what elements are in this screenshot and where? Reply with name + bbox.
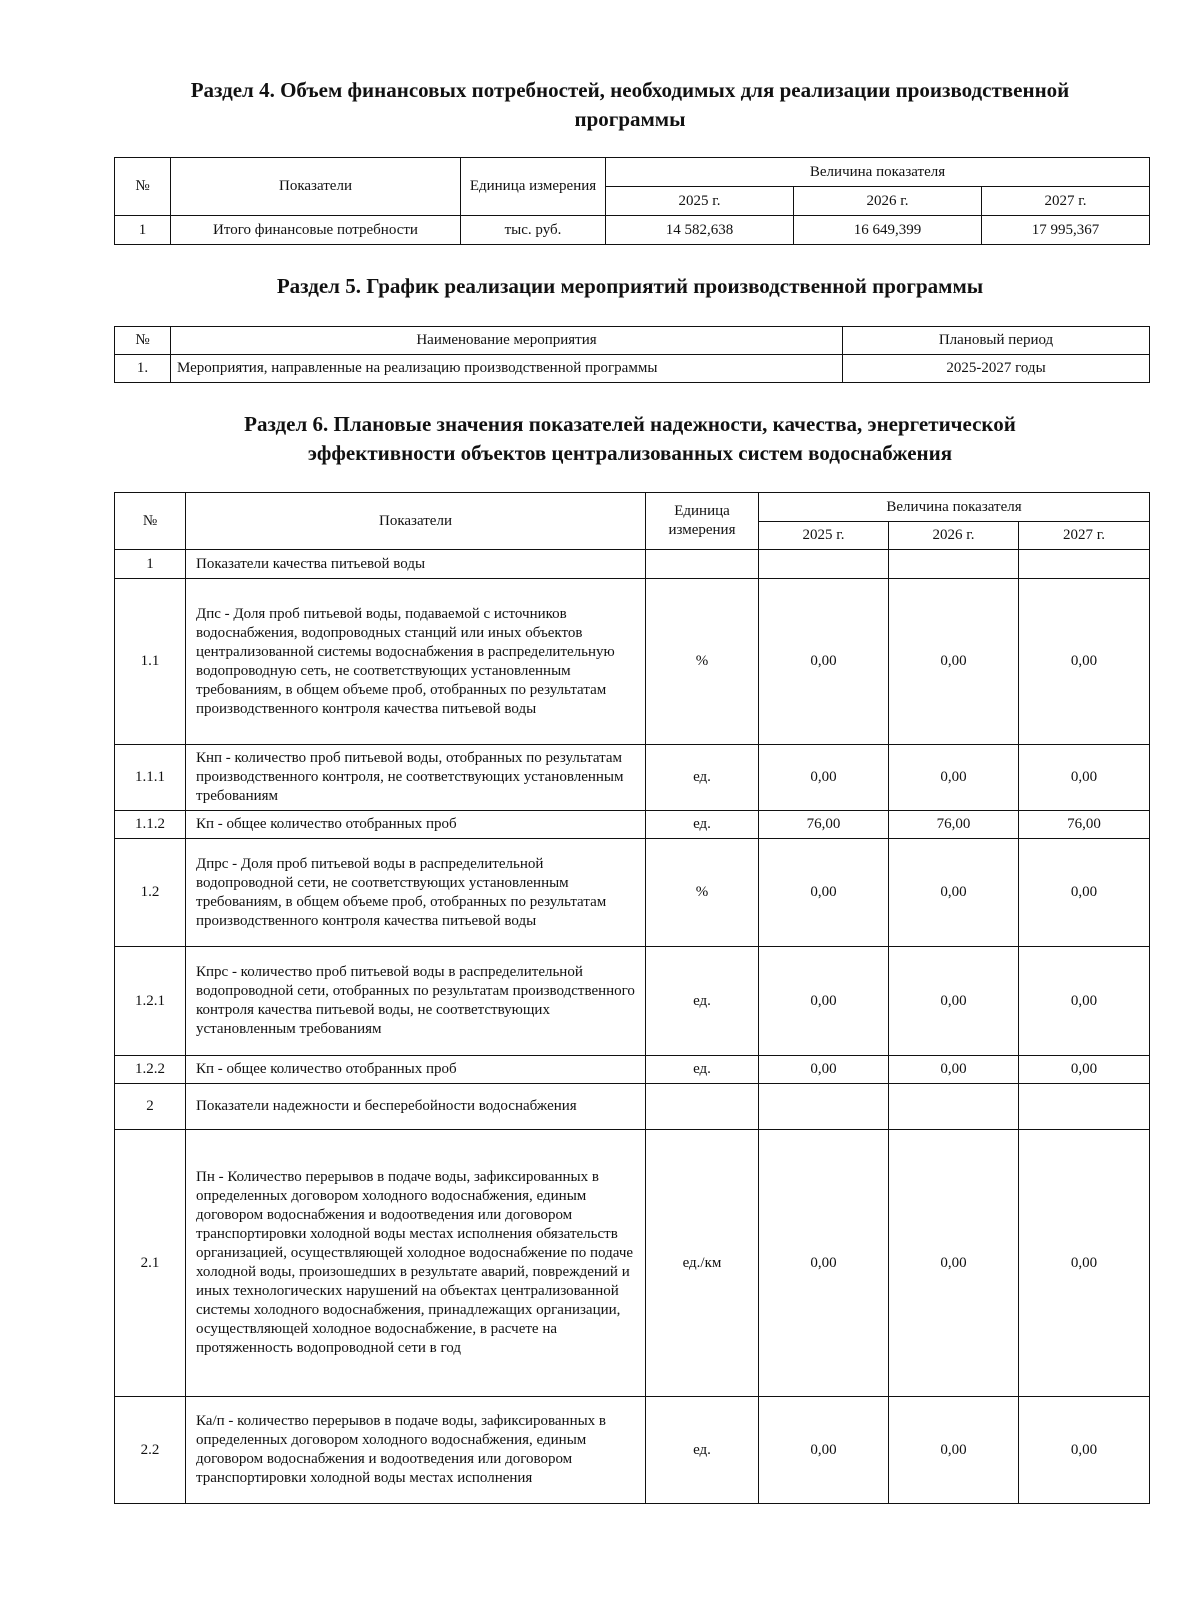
section6-title-line1: Раздел 6. Плановые значения показателей надежности, качества, энергетической — [244, 412, 1016, 436]
row-value-2026: 0,00 — [889, 1056, 1019, 1084]
row-value-2027 — [1019, 550, 1150, 579]
row-value-2027: 0,00 — [1019, 1130, 1150, 1397]
row-unit: ед. — [646, 947, 759, 1056]
table-row — [115, 947, 1150, 1056]
row-value-2026 — [889, 550, 1019, 579]
col-header-2025: 2025 г. — [606, 187, 794, 216]
row-value-2026: 76,00 — [889, 811, 1019, 839]
row-value-2026: 0,00 — [889, 839, 1019, 947]
col-header-no: № — [115, 158, 171, 216]
row-no: 2 — [115, 1084, 186, 1130]
row-no: 1.2.2 — [115, 1056, 186, 1084]
table-row — [115, 1084, 1150, 1130]
row-value-2026: 16 649,399 — [794, 216, 982, 245]
table-row — [115, 1056, 1150, 1084]
row-unit: тыс. руб. — [461, 216, 606, 245]
row-no: 1.1.1 — [115, 745, 186, 811]
table-row — [115, 745, 1150, 811]
col-header-indicator: Показатели — [171, 158, 461, 216]
row-no: 1.2.1 — [115, 947, 186, 1056]
row-value-2027: 0,00 — [1019, 1397, 1150, 1504]
row-unit — [646, 550, 759, 579]
col-header-no: № — [115, 493, 186, 550]
col-header-period: Плановый период — [843, 327, 1150, 355]
row-value-2025 — [759, 550, 889, 579]
row-value-2025: 0,00 — [759, 1397, 889, 1504]
row-unit: % — [646, 839, 759, 947]
col-header-2026: 2026 г. — [794, 187, 982, 216]
table-row — [115, 355, 1150, 383]
row-value-2026 — [889, 1084, 1019, 1130]
col-header-value: Величина показателя — [606, 158, 1150, 187]
row-value-2025: 76,00 — [759, 811, 889, 839]
row-value-2027: 0,00 — [1019, 745, 1150, 811]
row-value-2026: 0,00 — [889, 745, 1019, 811]
row-text: Кп - общее количество отобранных проб — [186, 1056, 646, 1084]
row-value-2025: 0,00 — [759, 839, 889, 947]
row-text: Показатели надежности и бесперебойности водоснабжения — [186, 1084, 646, 1130]
table-row — [115, 811, 1150, 839]
row-text: Пн - Количество перерывов в подаче воды, зафиксированных в определенных договором холодного водоснабжения, единым договором водоснабжения и водоотведения или договором транспортировки холодной воды местах исполнения обязательств организацией, осуществляющей холодное водоснабжение по подаче холодной воды, произошедших в результате аварий, повреждений и иных технологических нарушений на объектах централизованной системы холодного водоснабжения, принадлежащих организации, осуществляющей холодное водоснабжение, в расчете на протяженность водопроводной сети в год — [186, 1130, 646, 1397]
section4-title-line2: программы — [574, 107, 686, 131]
row-no: 1.2 — [115, 839, 186, 947]
col-header-2027: 2027 г. — [1019, 522, 1150, 550]
row-value-2026: 0,00 — [889, 1397, 1019, 1504]
row-text: Кнп - количество проб питьевой воды, отобранных по результатам производственного контроля, не соответствующих установленным требованиям — [186, 745, 646, 811]
section5-title: Раздел 5. График реализации мероприятий производственной программы — [276, 274, 984, 298]
col-header-2027: 2027 г. — [982, 187, 1150, 216]
row-unit: ед./км — [646, 1130, 759, 1397]
table-row — [115, 1397, 1150, 1504]
table-row — [115, 1130, 1150, 1397]
row-value-2027: 76,00 — [1019, 811, 1150, 839]
row-unit: ед. — [646, 811, 759, 839]
row-text: Дпрс - Доля проб питьевой воды в распределительной водопроводной сети, не соответствующих установленным требованиям, в общем объеме проб, отобранных по результатам производственного контроля качества питьевой воды — [186, 839, 646, 947]
col-header-indicator: Показатели — [186, 493, 646, 550]
row-unit: ед. — [646, 1397, 759, 1504]
section6-title — [100, 410, 1160, 468]
row-unit: % — [646, 579, 759, 745]
section4-title-line1: Раздел 4. Объем финансовых потребностей, необходимых для реализации производственной — [190, 78, 1070, 102]
row-value-2025: 14 582,638 — [606, 216, 794, 245]
row-period: 2025-2027 годы — [843, 355, 1150, 383]
row-text: Кпрс - количество проб питьевой воды в распределительной водопроводной сети, отобранных по результатам производственного контроля качества питьевой воды, не соответствующих установленным требованиям — [186, 947, 646, 1056]
row-text: Дпс - Доля проб питьевой воды, подаваемой с источников водоснабжения, водопроводных станций или иных объектов централизованной системы водоснабжения в распределительную водопроводную сеть, не соответствующих установленным требованиям, в общем объеме проб, отобранных по результатам производственного контроля качества питьевой воды — [186, 579, 646, 745]
row-text: Показатели качества питьевой воды — [186, 550, 646, 579]
row-value-2027: 0,00 — [1019, 839, 1150, 947]
section4-title — [100, 76, 1160, 134]
section6-title-line2: эффективности объектов централизованных систем водоснабжения — [307, 441, 953, 465]
indicators-table — [114, 492, 1150, 1504]
col-header-2026: 2026 г. — [889, 522, 1019, 550]
row-no: 2.1 — [115, 1130, 186, 1397]
row-value-2025 — [759, 1084, 889, 1130]
row-text: Кп - общее количество отобранных проб — [186, 811, 646, 839]
row-value-2025: 0,00 — [759, 1056, 889, 1084]
col-header-2025: 2025 г. — [759, 522, 889, 550]
col-header-unit: Единица измерения — [646, 493, 759, 550]
row-value-2025: 0,00 — [759, 1130, 889, 1397]
row-no: 1.1 — [115, 579, 186, 745]
row-value-2027 — [1019, 1084, 1150, 1130]
row-indicator: Итого финансовые потребности — [171, 216, 461, 245]
table-row — [115, 579, 1150, 745]
col-header-unit: Единица измерения — [461, 158, 606, 216]
financial-needs-table — [114, 157, 1150, 245]
row-value-2026: 0,00 — [889, 579, 1019, 745]
col-header-name: Наименование мероприятия — [171, 327, 843, 355]
col-header-no: № — [115, 327, 171, 355]
row-text: Ка/п - количество перерывов в подаче воды, зафиксированных в определенных договором холодного водоснабжения, единым договором водоснабжения и водоотведения или договором транспортировки холодной воды местах исполнения — [186, 1397, 646, 1504]
row-unit: ед. — [646, 1056, 759, 1084]
row-value-2026: 0,00 — [889, 1130, 1019, 1397]
row-no: 1.1.2 — [115, 811, 186, 839]
col-header-value: Величина показателя — [759, 493, 1150, 522]
row-value-2027: 17 995,367 — [982, 216, 1150, 245]
row-value-2026: 0,00 — [889, 947, 1019, 1056]
row-value-2025: 0,00 — [759, 947, 889, 1056]
row-unit — [646, 1084, 759, 1130]
table-row — [115, 550, 1150, 579]
row-name: Мероприятия, направленные на реализацию производственной программы — [171, 355, 843, 383]
row-value-2025: 0,00 — [759, 745, 889, 811]
table-row — [115, 839, 1150, 947]
row-value-2025: 0,00 — [759, 579, 889, 745]
schedule-table — [114, 326, 1150, 383]
row-no: 2.2 — [115, 1397, 186, 1504]
row-no: 1 — [115, 550, 186, 579]
row-value-2027: 0,00 — [1019, 579, 1150, 745]
row-value-2027: 0,00 — [1019, 947, 1150, 1056]
row-no: 1. — [115, 355, 171, 383]
row-unit: ед. — [646, 745, 759, 811]
row-value-2027: 0,00 — [1019, 1056, 1150, 1084]
row-no: 1 — [115, 216, 171, 245]
table-row — [115, 216, 1150, 245]
